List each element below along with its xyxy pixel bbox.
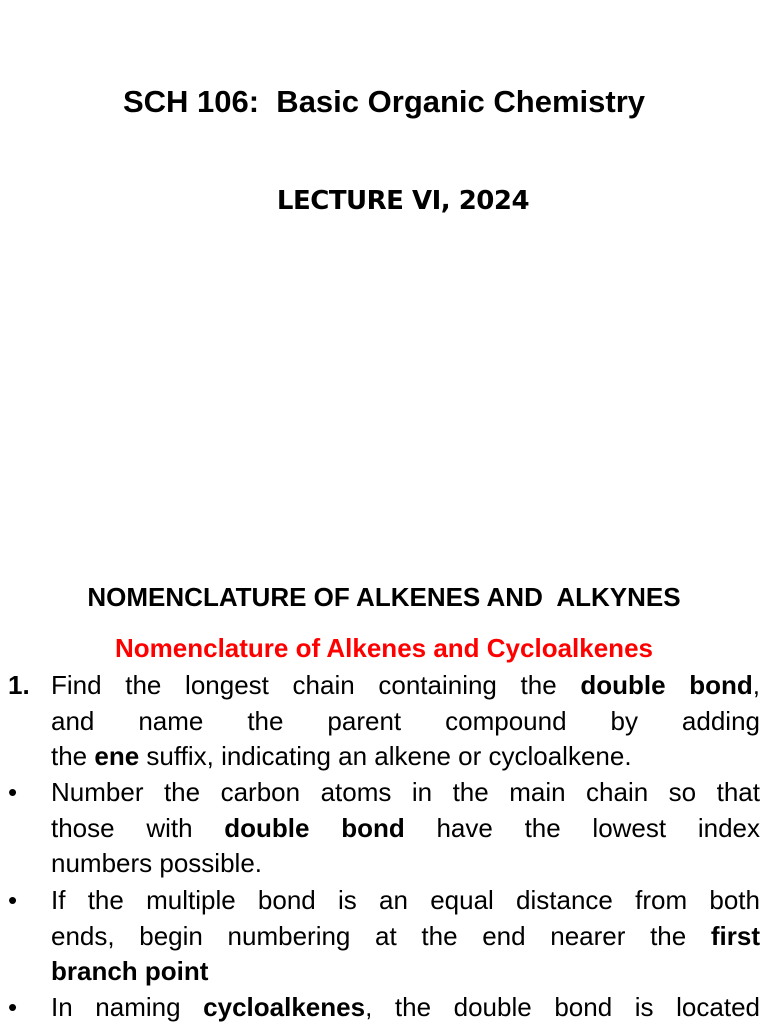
rule-item-2 xyxy=(0,775,760,882)
rule-item-1 xyxy=(0,668,760,775)
text-line: ends, begin numbering at the end nearer the first xyxy=(51,920,760,951)
text-line: those with double bond have the lowest index xyxy=(51,812,760,843)
text-line: Find the longest chain containing the double bond, xyxy=(51,670,760,700)
text-line: branch point xyxy=(51,956,209,986)
text-line: In naming cycloalkenes, the double bond is located xyxy=(51,992,760,1022)
lecture-title: LECTURE VI, 2024 xyxy=(276,186,530,216)
text-line: Number the carbon atoms in the main chain so that xyxy=(51,777,760,807)
text-line: If the multiple bond is an equal distance from both xyxy=(51,885,760,915)
bullet: • xyxy=(8,777,18,807)
text-line: the ene suffix, indicating an alkene or cycloalkene. xyxy=(51,741,632,771)
rule-item-4 xyxy=(0,990,760,1026)
subheading: Nomenclature of Alkenes and Cycloalkenes xyxy=(114,633,653,663)
section-heading: NOMENCLATURE OF ALKENES AND ALKYNES xyxy=(87,582,681,612)
rule-number: 1. xyxy=(8,670,30,700)
rule-item-3 xyxy=(0,883,760,990)
bullet: • xyxy=(8,992,18,1022)
course-title: SCH 106: Basic Organic Chemistry xyxy=(122,84,646,119)
text-line: numbers possible. xyxy=(51,848,262,878)
bullet: • xyxy=(8,885,18,915)
text-line: and name the parent compound by adding xyxy=(51,705,760,736)
